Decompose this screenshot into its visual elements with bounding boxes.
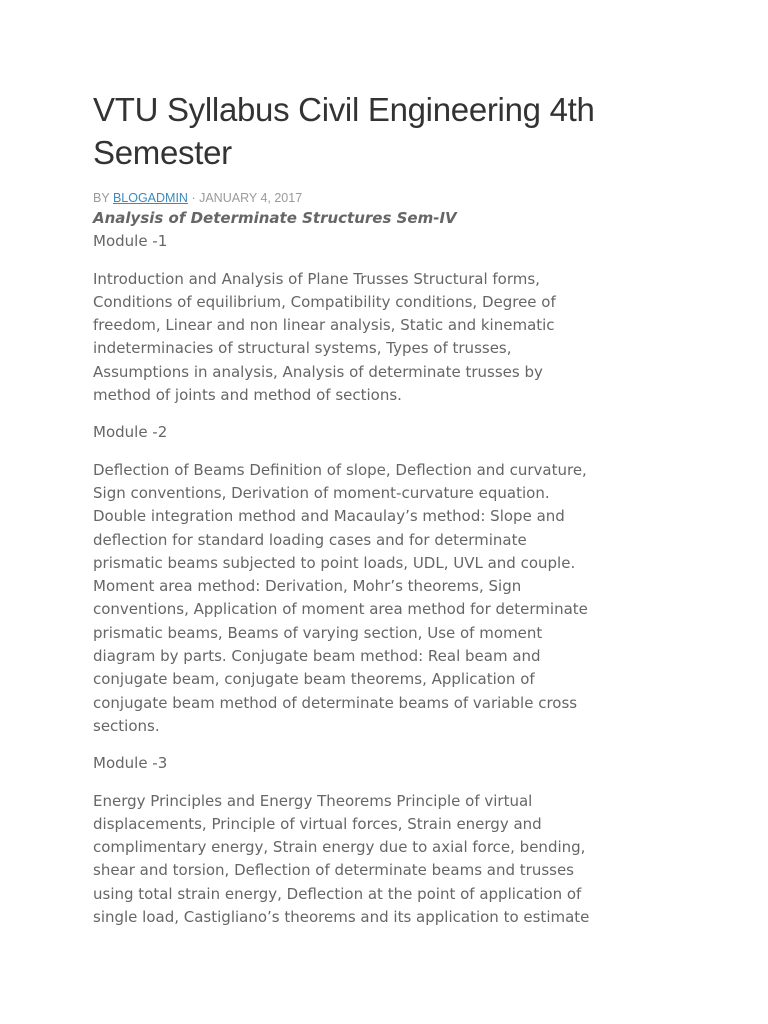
module-2-description: [93, 459, 693, 739]
text-line: Introduction and Analysis of Plane Trusses Structural forms,: [93, 269, 540, 288]
subject-heading: Analysis of Determinate Structures Sem-IV: [93, 209, 457, 227]
text-line: prismatic beams, Beams of varying section, Use of moment: [93, 623, 543, 642]
text-line: freedom, Linear and non linear analysis, Static and kinematic: [93, 316, 555, 335]
text-line: indeterminacies of structural systems, Types of trusses,: [93, 339, 512, 358]
text-line: Assumptions in analysis, Analysis of determinate trusses by: [93, 362, 543, 381]
text-line: Double integration method and Macaulay’s method: Slope and: [93, 507, 565, 526]
post-date: JANUARY 4, 2017: [199, 191, 303, 205]
article: [93, 88, 693, 929]
text-line: diagram by parts. Conjugate beam method: Real beam and: [93, 647, 541, 666]
text-line: single load, Castigliano’s theorems and its application to estimate: [93, 908, 590, 927]
text-line: conjugate beam method of determinate beams of variable cross: [93, 693, 578, 712]
text-line: Energy Principles and Energy Theorems Principle of virtual: [93, 791, 533, 810]
text-line: Deflection of Beams Definition of slope, Deflection and curvature,: [93, 460, 587, 479]
text-line: Sign conventions, Derivation of moment-curvature equation.: [93, 483, 550, 502]
module-3-description: [93, 790, 693, 930]
by-label: BY: [93, 191, 110, 205]
text-line: conventions, Application of moment area method for determinate: [93, 600, 588, 619]
text-line: prismatic beams subjected to point loads, UDL, UVL and couple.: [93, 553, 576, 572]
text-line: sections.: [93, 716, 160, 735]
text-line: complimentary energy, Strain energy due to axial force, bending,: [93, 838, 586, 857]
text-line: displacements, Principle of virtual forces, Strain energy and: [93, 814, 542, 833]
text-line: Conditions of equilibrium, Compatibility conditions, Degree of: [93, 292, 556, 311]
post-content: [93, 207, 693, 929]
module-3-label: Module -3: [93, 754, 168, 773]
module-2-label: Module -2: [93, 423, 168, 442]
post-title: VTU Syllabus Civil Engineering 4th Semester: [93, 91, 595, 171]
text-line: deflection for standard loading cases and for determinate: [93, 530, 527, 549]
text-line: shear and torsion, Deflection of determinate beams and trusses: [93, 861, 574, 880]
post-meta: [93, 190, 693, 206]
meta-separator: ·: [191, 191, 196, 205]
text-line: Moment area method: Derivation, Mohr’s theorems, Sign: [93, 577, 522, 596]
text-line: using total strain energy, Deflection at the point of application of: [93, 884, 582, 903]
module-1-description: [93, 268, 693, 408]
text-line: conjugate beam, conjugate beam theorems, Application of: [93, 670, 535, 689]
text-line: method of joints and method of sections.: [93, 386, 402, 405]
author-link[interactable]: BLOGADMIN: [112, 191, 188, 205]
module-1-label: Module -1: [93, 232, 168, 251]
